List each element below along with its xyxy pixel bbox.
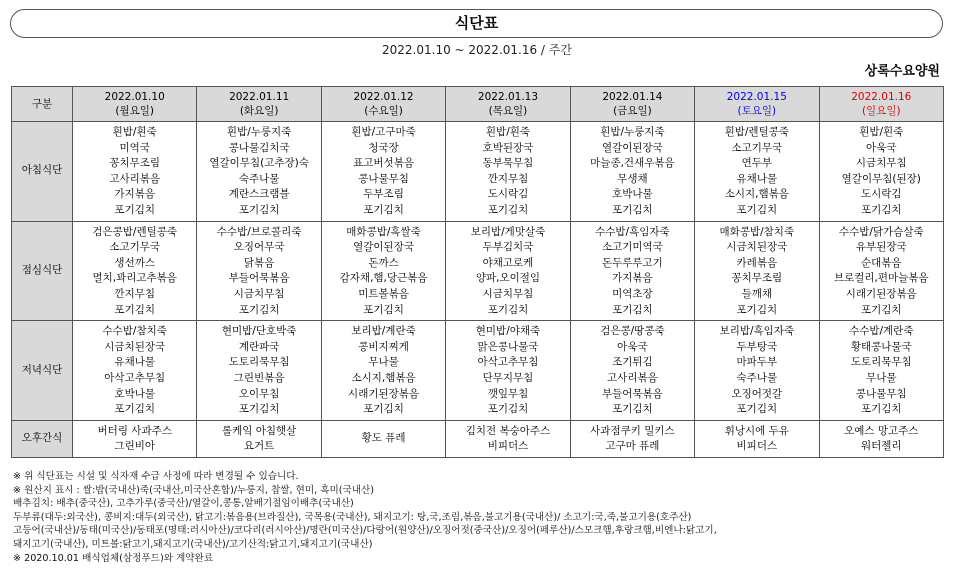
menu-item: 호박된장국 [482, 141, 534, 154]
menu-item: 들깨채 [741, 287, 773, 300]
menu-item: 비피더스 [487, 440, 529, 453]
menu-item: 포기김치 [363, 203, 404, 216]
menu-item: 포기김치 [238, 403, 280, 416]
day-header [570, 87, 694, 122]
menu-item: 야채고로케 [482, 256, 534, 269]
menu-item: 포기김치 [736, 403, 778, 416]
menu-item: 콩나물무침 [358, 172, 409, 185]
menu-item: 수수밥/브로콜리죽 [216, 225, 302, 238]
menu-item: 매화콩밥/흑쌀죽 [346, 225, 421, 238]
day-date: 2022.01.12 [353, 91, 414, 103]
menu-item: 조기튀김 [612, 356, 653, 369]
menu-item: 숙주나물 [238, 172, 280, 185]
menu-cell [197, 221, 321, 321]
menu-item: 꽁치무조림 [731, 272, 783, 285]
menu-item: 포기김치 [860, 303, 902, 316]
menu-cell [819, 321, 943, 421]
note-line: 돼지고기(국내산), 미트볼:닭고기,돼지고기(국내산)/고기산적:닭고기,돼지고기(국내산) [13, 538, 373, 550]
menu-item: 수수밥/계란죽 [849, 325, 914, 338]
menu-item: 카레볶음 [736, 256, 778, 269]
menu-item: 포기김치 [612, 303, 653, 316]
menu-item: 황태콩나물국 [850, 340, 912, 353]
menu-cell [446, 122, 570, 222]
menu-item: 호박나물 [114, 387, 155, 400]
menu-item: 무생채 [617, 172, 648, 185]
day-date: 2022.01.14 [602, 91, 663, 103]
menu-item: 롤케잌 아침햇살 [221, 424, 297, 437]
menu-item: 무나물 [866, 371, 897, 384]
menu-item: 열갈이무침(고추장)숙 [209, 157, 309, 170]
menu-item: 마파두부 [736, 356, 778, 369]
menu-cell [570, 321, 694, 421]
meal-row [12, 221, 944, 321]
menu-cell [197, 420, 321, 457]
menu-item: 두부탕국 [736, 340, 778, 353]
menu-item: 포기김치 [860, 203, 902, 216]
meal-table [11, 86, 944, 458]
menu-item: 포기김치 [487, 303, 529, 316]
day-header-saturday [695, 87, 819, 122]
menu-item: 미트볼볶음 [358, 287, 409, 300]
menu-cell [695, 221, 819, 321]
menu-item: 돈까스 [368, 256, 399, 269]
day-header [73, 87, 197, 122]
note-line: ※ 원산지 표시 : 쌀:밥(국내산)죽(국내산,미국산혼합)/누룽지, 찹쌀, 현미, 흑미(국내산) [13, 484, 375, 496]
day-header [446, 87, 570, 122]
menu-cell [446, 321, 570, 421]
menu-item: 계란스크램블 [228, 188, 290, 201]
menu-item: 오예스 망고주스 [844, 424, 919, 437]
menu-item: 계란파국 [238, 340, 280, 353]
menu-item: 열갈이된장국 [601, 141, 663, 154]
menu-item: 포기김치 [363, 303, 404, 316]
menu-item: 흰밥/렌틸콩죽 [724, 126, 790, 138]
menu-item: 김치전 복숭아주스 [465, 424, 551, 437]
menu-item: 고구마 퓨레 [605, 440, 660, 453]
menu-item: 현미밥/야채죽 [475, 325, 541, 338]
day-weekday: (토요일) [737, 105, 777, 117]
menu-item: 흰밥/누룽지죽 [226, 126, 292, 138]
menu-item: 두부김치국 [482, 241, 534, 254]
menu-item: 부들어묵볶음 [601, 387, 663, 400]
menu-item: 가지볶음 [612, 272, 653, 285]
menu-item: 아욱국 [617, 340, 648, 353]
menu-item: 포기김치 [363, 403, 404, 416]
menu-item: 미역국 [119, 141, 150, 154]
menu-item: 부들어묵볶음 [228, 272, 290, 285]
menu-cell [73, 221, 197, 321]
menu-item: 오이무침 [238, 387, 280, 400]
menu-item: 멸치,꽈리고추볶음 [92, 272, 177, 285]
menu-item: 휘낭시에 두유 [724, 424, 789, 437]
table-header-row [12, 87, 944, 122]
menu-item: 포기김치 [860, 403, 902, 416]
menu-item: 소고기무국 [109, 241, 161, 254]
note-line: ※ 위 식단표는 시설 및 식자재 수급 사정에 따라 변경될 수 있습니다. [13, 471, 299, 482]
menu-item: 포기김치 [238, 203, 280, 216]
menu-item: 고사리볶음 [607, 371, 658, 384]
menu-item: 수수밥/흑임자죽 [595, 225, 670, 238]
menu-item: 현미밥/단호박죽 [221, 325, 297, 338]
menu-item: 맑은콩나물국 [477, 340, 539, 353]
meal-label: 점심식단 [12, 221, 73, 321]
menu-cell [446, 221, 570, 321]
menu-cell [321, 321, 445, 421]
day-header [197, 87, 321, 122]
day-header [321, 87, 445, 122]
menu-cell [321, 122, 445, 222]
menu-item: 무나물 [368, 356, 399, 369]
menu-cell [73, 420, 197, 457]
menu-item: 그린비아 [114, 440, 155, 453]
meal-label: 저녁식단 [12, 321, 73, 421]
menu-item: 연두부 [741, 157, 773, 170]
meal-row [12, 122, 944, 222]
menu-item: 유채나물 [114, 356, 155, 369]
day-weekday: (수요일) [364, 105, 403, 117]
menu-item: 흰밥/흰죽 [112, 126, 157, 138]
menu-item: 포기김치 [736, 203, 778, 216]
menu-item: 돈두루루고기 [601, 256, 663, 269]
menu-item: 마늘종,건새우볶음 [590, 157, 675, 170]
menu-item: 양파,오이절임 [475, 272, 541, 285]
menu-item: 콩비지찌게 [358, 340, 409, 353]
menu-item: 두부조림 [363, 188, 404, 201]
menu-item: 소시지,햄볶음 [351, 371, 416, 384]
menu-item: 황도 퓨레 [361, 432, 406, 445]
menu-item: 브로컬리,편마늘볶음 [833, 272, 929, 285]
menu-item: 소고기미역국 [601, 241, 663, 254]
menu-item: 흰밥/흰죽 [485, 126, 531, 138]
meal-row [12, 321, 944, 421]
menu-item: 닭볶음 [243, 256, 275, 269]
menu-item: 호박나물 [612, 188, 653, 201]
menu-cell [321, 221, 445, 321]
menu-cell [197, 321, 321, 421]
day-weekday: (목요일) [488, 105, 528, 117]
menu-item: 꽁치무조림 [109, 157, 161, 170]
menu-item: 시금치무침 [233, 287, 285, 300]
menu-item: 보리밥/계란죽 [351, 325, 416, 338]
menu-item: 시금치된장국 [726, 241, 788, 254]
menu-cell [695, 321, 819, 421]
menu-item: 시래기된장볶음 [845, 287, 917, 300]
menu-item: 콩나물무침 [855, 387, 907, 400]
menu-item: 시금치무침 [855, 157, 907, 170]
menu-cell [570, 420, 694, 457]
menu-cell [695, 122, 819, 222]
menu-item: 시금치무침 [482, 287, 534, 300]
menu-item: 가지볶음 [114, 188, 155, 201]
menu-item: 시금치된장국 [104, 340, 166, 353]
menu-cell [197, 122, 321, 222]
menu-item: 수수밥/참치죽 [102, 325, 167, 338]
menu-item: 아삭고추무침 [104, 371, 166, 384]
menu-item: 포기김치 [612, 403, 653, 416]
menu-item: 표고버섯볶음 [353, 157, 414, 170]
title-box [10, 9, 943, 38]
menu-item: 숙주나물 [736, 371, 778, 384]
menu-item: 흰밥/누룽지죽 [600, 126, 665, 138]
day-header-sunday [819, 87, 943, 122]
day-date: 2022.01.13 [477, 91, 539, 103]
menu-cell [819, 122, 943, 222]
day-weekday: (금요일) [613, 105, 652, 117]
menu-item: 포기김치 [612, 203, 653, 216]
menu-item: 고사리볶음 [109, 172, 161, 185]
menu-item: 보리밥/게맛살죽 [470, 225, 546, 238]
menu-item: 포기김치 [238, 303, 280, 316]
meal-row [12, 420, 944, 457]
menu-item: 흰밥/고구마죽 [351, 126, 416, 138]
menu-item: 그린빈볶음 [233, 371, 285, 384]
menu-item: 수수밥/닭가슴살죽 [838, 225, 924, 238]
menu-item: 포기김치 [487, 403, 529, 416]
day-date: 2022.01.15 [726, 91, 787, 103]
menu-item: 오징어무국 [233, 241, 285, 254]
page-title: 식단표 [454, 14, 499, 32]
menu-item: 사과점쿠키 밀키스 [590, 424, 675, 437]
menu-item: 아욱국 [866, 141, 897, 154]
menu-item: 시래기된장볶음 [348, 387, 420, 400]
meal-label: 아침식단 [12, 122, 73, 222]
menu-item: 소고기무국 [731, 141, 783, 154]
menu-item: 순대볶음 [860, 256, 902, 269]
note-line: 배추김치: 배추(중국산), 고추가루(중국산)/열갈이,콩통,알배기절임이배추(국내산) [13, 498, 354, 510]
menu-cell [570, 221, 694, 321]
menu-item: 요거트 [243, 440, 275, 453]
menu-item: 도시락김 [860, 188, 902, 201]
menu-item: 감자채,햄,당근볶음 [339, 272, 428, 285]
day-weekday: (화요일) [239, 105, 279, 117]
menu-item: 흰밥/흰죽 [859, 126, 904, 138]
day-weekday: (일요일) [861, 105, 901, 117]
menu-item: 비피더스 [736, 440, 778, 453]
corner-label: 구분 [12, 87, 73, 122]
menu-item: 포기김치 [114, 203, 155, 216]
organization-name: 상록수요양원 [864, 64, 940, 79]
menu-item: 생선까스 [114, 256, 155, 269]
menu-item: 열갈이무침(된장) [841, 172, 921, 185]
menu-item: 열갈이된장국 [353, 241, 414, 254]
menu-item: 검은콩밥/렌틸콩죽 [92, 225, 178, 238]
menu-item: 포기김치 [114, 303, 155, 316]
meal-label: 오후간식 [12, 420, 73, 457]
note-line: 고등어(국내산)/동태(미국산)/동태포(명태:러시아산)/코다리(러시아산)/명란(미국산)/다랑어(원양산)/오징어젓(중국산)/오징어(페루산)/스모크햄,후랑크햄,비엔나:닭고기, [13, 525, 717, 537]
menu-item: 깐지무침 [487, 172, 529, 185]
day-weekday: (월요일) [115, 105, 155, 117]
menu-item: 소시지,햄볶음 [724, 188, 789, 201]
menu-item: 아삭고추무침 [477, 356, 539, 369]
menu-cell [819, 420, 943, 457]
menu-cell [695, 420, 819, 457]
menu-item: 깻잎무침 [487, 387, 529, 400]
menu-item: 콩나물김치국 [228, 141, 290, 154]
menu-item: 매화콩밥/참치죽 [719, 225, 795, 238]
menu-item: 미역초장 [612, 287, 653, 300]
menu-item: 유채나물 [736, 172, 778, 185]
menu-cell [570, 122, 694, 222]
note-line: ※ 2020.10.01 배식업체(삼정푸드)와 계약완료 [13, 552, 214, 564]
menu-item: 버터링 사과주스 [97, 424, 172, 437]
menu-period: 2022.01.10 ~ 2022.01.16 / 주간 [382, 43, 572, 57]
menu-item: 유부된장국 [855, 241, 907, 254]
menu-item: 도토리묵무침 [228, 356, 290, 369]
menu-item: 오징어젓갈 [731, 387, 783, 400]
menu-item: 보리밥/흑임자죽 [719, 325, 795, 338]
menu-item: 포기김치 [114, 403, 155, 416]
menu-cell [73, 122, 197, 222]
menu-item: 동부묵무침 [482, 157, 534, 170]
notes [13, 470, 943, 565]
day-date: 2022.01.10 [104, 91, 165, 103]
menu-item: 도시락김 [487, 188, 529, 201]
menu-item: 청국장 [368, 141, 399, 154]
menu-cell [321, 420, 445, 457]
menu-item: 단무지무침 [482, 371, 534, 384]
menu-item: 워터젤리 [860, 440, 902, 453]
menu-cell [73, 321, 197, 421]
menu-item: 도토리묵무침 [850, 356, 912, 369]
note-line: 두부류(대두:외국산), 콩비지:대두(외국산), 닭고기:볶음용(브라질산), 국목용(국내산), 돼지고기: 탕,국,조림,볶음,불고기용(국내산)/ 소고기:국,죽,불고기용(호주산) [13, 511, 692, 523]
menu-item: 포기김치 [487, 203, 529, 216]
menu-cell [819, 221, 943, 321]
day-date: 2022.01.16 [851, 91, 912, 103]
menu-item: 포기김치 [736, 303, 778, 316]
menu-cell [446, 420, 570, 457]
day-date: 2022.01.11 [229, 91, 290, 103]
menu-item: 깐지무침 [114, 287, 155, 300]
menu-item: 검은콩/땅콩죽 [600, 325, 665, 338]
